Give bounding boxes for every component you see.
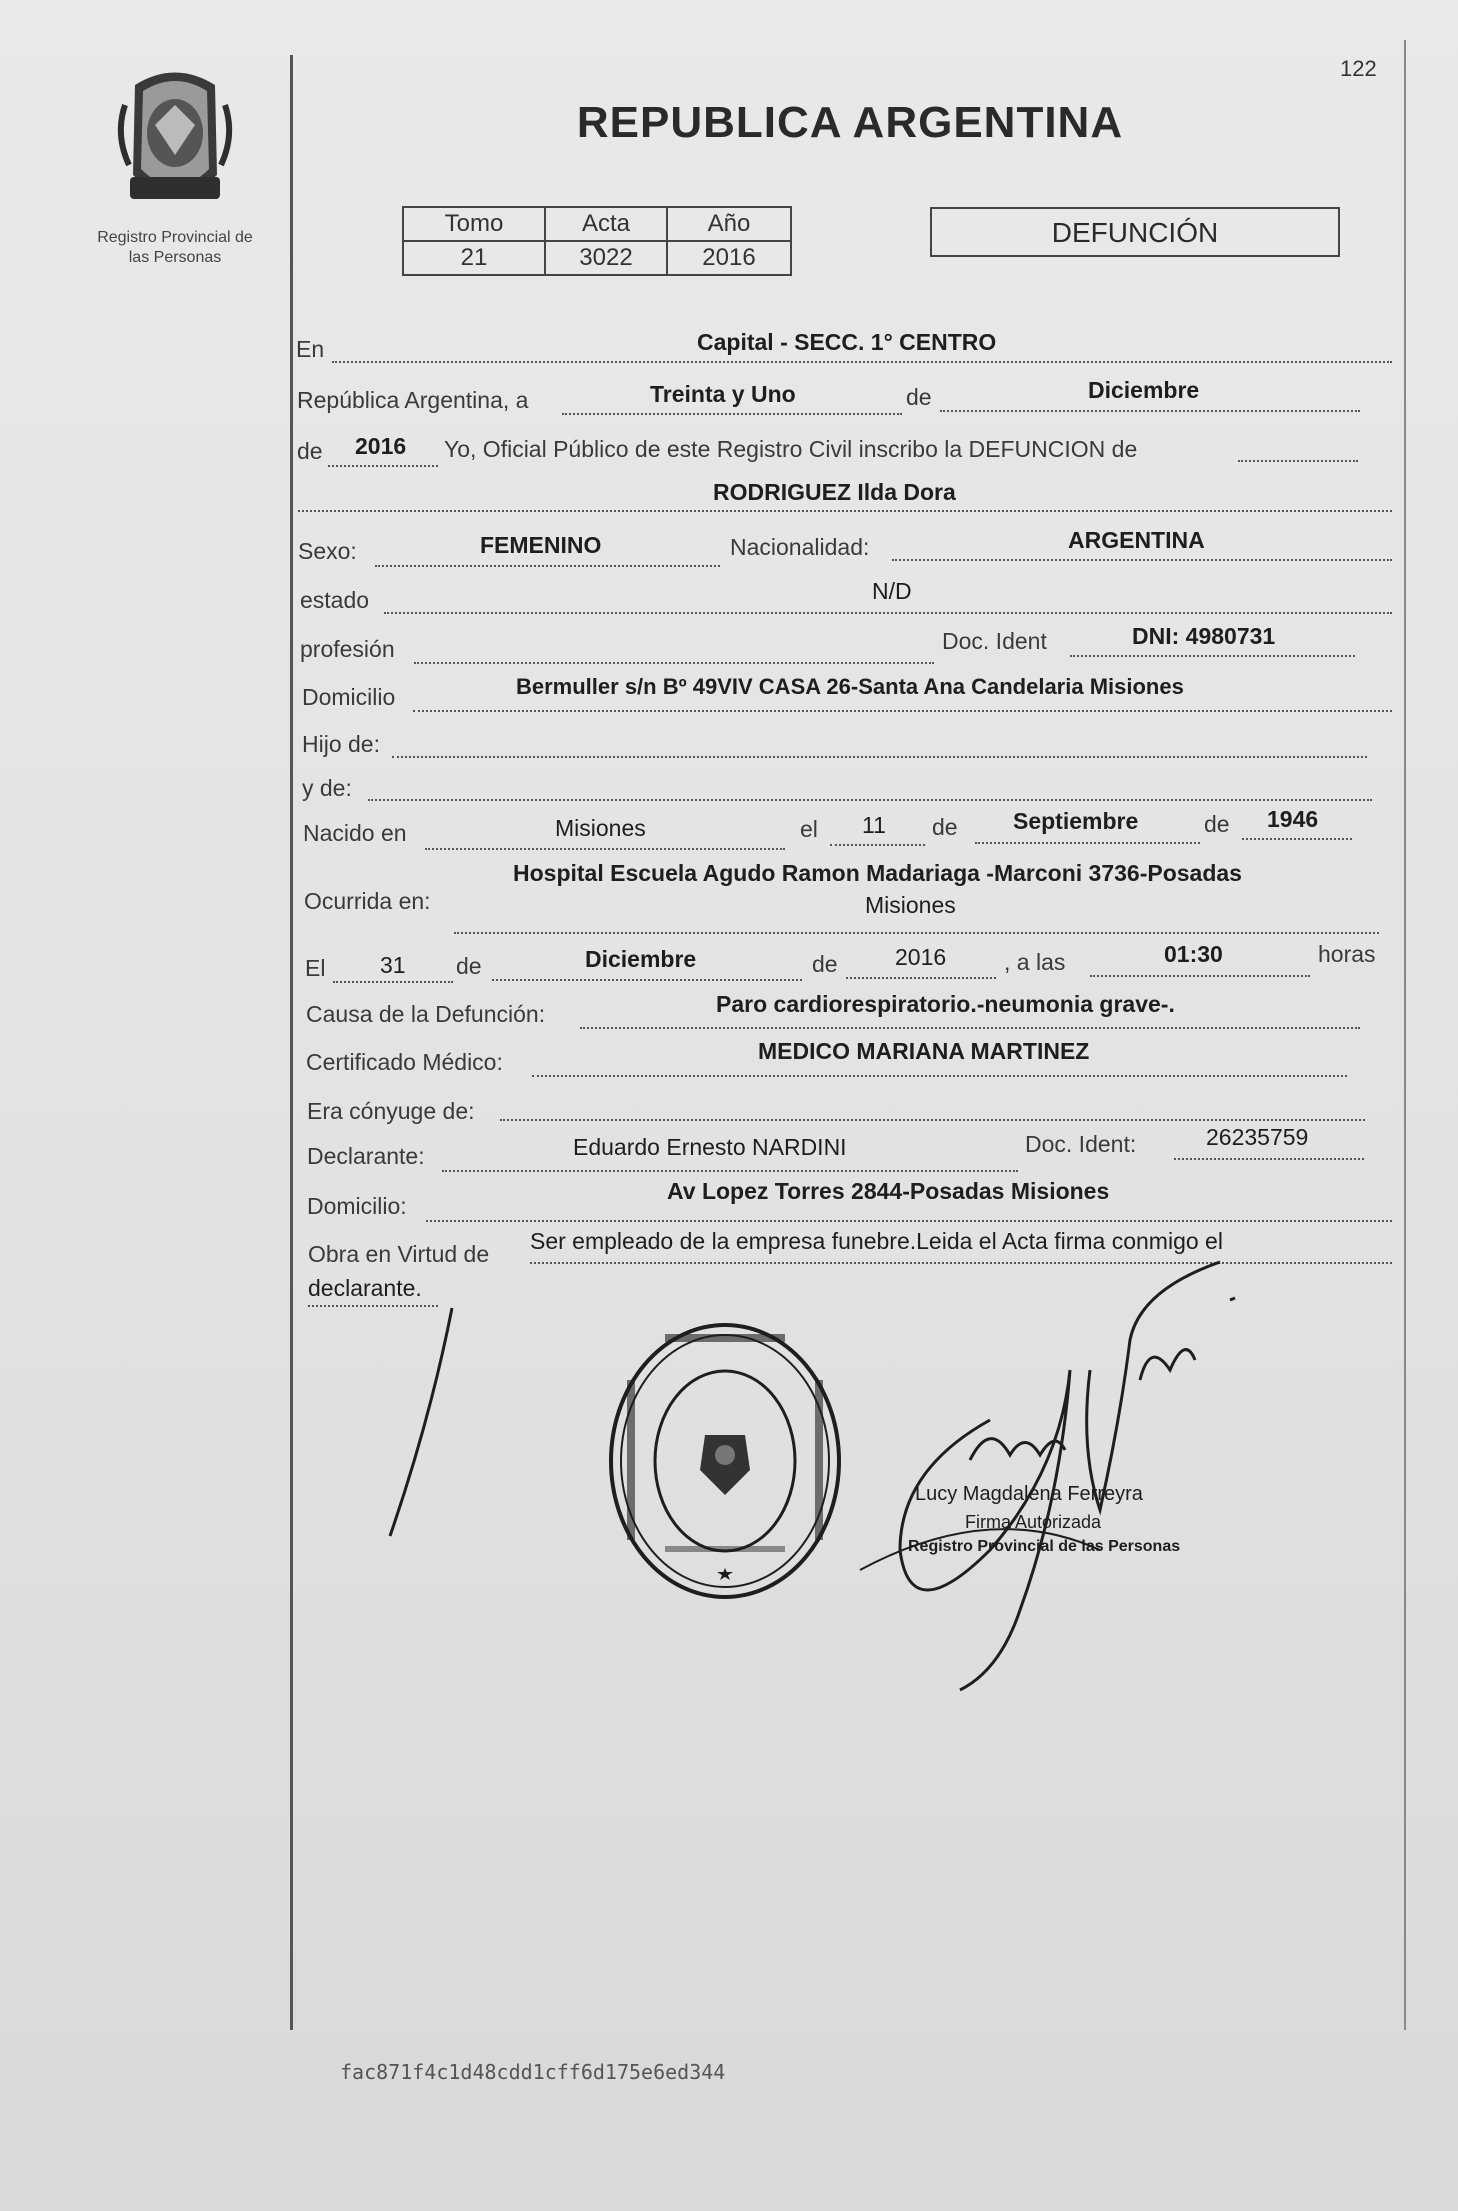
value-nombre: RODRIGUEZ Ilda Dora (713, 479, 956, 505)
dots-def-anio (846, 977, 996, 979)
value-nac-dia: 11 (862, 812, 886, 838)
value-estado: N/D (872, 578, 912, 604)
value-sexo: FEMENINO (480, 532, 602, 558)
dots-en (332, 361, 1392, 363)
label-de-fecha1: de (456, 953, 482, 979)
register-box (402, 206, 792, 276)
value-domicilio: Bermuller s/n Bº 49VIV CASA 26-Santa Ana Candelaria Misiones (516, 674, 1184, 699)
label-de-nac2: de (1204, 811, 1230, 837)
dots-conyuge (500, 1119, 1365, 1121)
crest-caption-line2: las Personas (128, 249, 222, 266)
acta-label: Acta (545, 207, 667, 241)
authorized-signature (840, 1250, 1280, 1700)
label-en: En (296, 336, 325, 362)
label-republica: República Argentina, a (297, 387, 529, 413)
label-el: el (800, 816, 818, 842)
label-domicilio-decl: Domicilio: (307, 1193, 407, 1219)
label-ocurrida-en: Ocurrida en: (304, 888, 431, 914)
value-dia-texto: Treinta y Uno (650, 381, 796, 407)
dots-hijo-de (392, 756, 1367, 758)
label-y-de: y de: (302, 775, 352, 801)
dots-declarante (442, 1170, 1018, 1172)
crest-caption (70, 228, 280, 268)
dots-profesion (414, 662, 934, 664)
value-ocurrida-line2: Misiones (865, 892, 956, 918)
label-profesion: profesión (300, 636, 395, 662)
left-margin-line (290, 55, 293, 2030)
acta-value: 3022 (545, 241, 667, 275)
dots-nacionalidad (892, 559, 1392, 561)
value-lugar: Capital - SECC. 1° CENTRO (697, 329, 997, 355)
dots-mes (940, 410, 1360, 412)
label-doc-ident-decl: Doc. Ident: (1025, 1131, 1137, 1157)
label-de2: de (297, 438, 323, 464)
label-certificado: Certificado Médico: (306, 1049, 503, 1075)
dots-def-hora (1090, 975, 1310, 977)
value-def-mes: Diciembre (585, 946, 697, 972)
signature-office: Registro Provincial de las Personas (908, 1538, 1181, 1555)
value-declarante: Eduardo Ernesto NARDINI (573, 1134, 847, 1160)
label-oficial: Yo, Oficial Público de este Registro Civil inscribo la DEFUNCION de (444, 436, 1138, 462)
label-estado: estado (300, 587, 370, 613)
dots-anio (328, 465, 438, 467)
dots-ocurrida (454, 932, 1379, 934)
label-el-fecha: El (305, 955, 326, 981)
dots-oficial (1238, 460, 1358, 462)
dots-causa (580, 1027, 1360, 1029)
value-nac-anio: 1946 (1267, 806, 1319, 832)
crest-caption-line1: Registro Provincial de (97, 229, 253, 246)
label-horas: horas (1318, 941, 1376, 967)
label-nacido-en: Nacido en (303, 820, 407, 846)
value-anio: 2016 (355, 433, 407, 459)
official-seal-stamp (605, 1320, 845, 1602)
anio-value: 2016 (667, 241, 791, 275)
label-conyuge: Era cónyuge de: (307, 1098, 475, 1124)
dots-def-mes (492, 979, 802, 981)
value-declarante-doc: 26235759 (1206, 1124, 1309, 1150)
label-de-nac1: de (932, 814, 958, 840)
value-obra-line2: declarante. (308, 1275, 422, 1301)
signature-name: Lucy Magdalena Ferreyra (915, 1483, 1143, 1505)
label-obra: Obra en Virtud de (308, 1241, 490, 1267)
tomo-value: 21 (403, 241, 545, 275)
dots-certificado (532, 1075, 1347, 1077)
document-type-box: DEFUNCIÓN (930, 207, 1340, 257)
right-margin-line (1404, 40, 1406, 2030)
dots-nac-anio (1242, 838, 1352, 840)
label-de-fecha2: de (812, 951, 838, 977)
value-nac-mes: Septiembre (1013, 808, 1139, 834)
value-dni: DNI: 4980731 (1132, 623, 1276, 649)
label-causa: Causa de la Defunción: (306, 1001, 546, 1027)
dots-def-dia (333, 981, 453, 983)
label-a-las: , a las (1004, 949, 1066, 975)
dots-domicilio-decl (426, 1220, 1392, 1222)
value-def-hora: 01:30 (1164, 941, 1223, 967)
dots-nac-mes (975, 842, 1200, 844)
cancel-slash-mark (380, 1300, 460, 1540)
provincial-crest-logo (105, 65, 245, 215)
dots-nombre (298, 510, 1392, 512)
label-de: de (906, 384, 932, 410)
value-def-anio: 2016 (895, 944, 947, 970)
dots-dia (562, 413, 902, 415)
page-title: REPUBLICA ARGENTINA (576, 98, 1124, 147)
dots-y-de (368, 799, 1372, 801)
value-certificado: MEDICO MARIANA MARTINEZ (758, 1038, 1090, 1064)
label-sexo: Sexo: (298, 538, 357, 564)
dots-declarante-doc (1174, 1158, 1364, 1160)
label-domicilio: Domicilio (302, 684, 396, 710)
dots-domicilio (413, 710, 1392, 712)
value-causa: Paro cardiorespiratorio.-neumonia grave-. (716, 991, 1175, 1017)
value-nacionalidad: ARGENTINA (1068, 527, 1205, 553)
label-doc-ident: Doc. Ident (942, 628, 1047, 654)
value-nacido-en: Misiones (555, 815, 646, 841)
page-number: 122 (1340, 56, 1377, 81)
value-obra-line1: Ser empleado de la empresa funebre.Leida el Acta firma conmigo el (530, 1228, 1223, 1254)
value-mes: Diciembre (1088, 377, 1200, 403)
value-ocurrida-line1: Hospital Escuela Agudo Ramon Madariaga -Marconi 3736-Posadas (513, 860, 1242, 886)
tomo-label: Tomo (403, 207, 545, 241)
label-hijo-de: Hijo de: (302, 731, 380, 757)
label-nacionalidad: Nacionalidad: (730, 534, 870, 560)
dots-estado (384, 612, 1392, 614)
value-declarante-domicilio: Av Lopez Torres 2844-Posadas Misiones (667, 1178, 1110, 1204)
label-declarante: Declarante: (307, 1143, 425, 1169)
dots-sexo (375, 565, 720, 567)
dots-nacido-en (425, 848, 785, 850)
value-def-dia: 31 (380, 952, 406, 978)
anio-label: Año (667, 207, 791, 241)
document-hash: fac871f4c1d48cdd1cff6d175e6ed344 (340, 2060, 726, 2084)
dots-doc (1070, 655, 1355, 657)
signature-role: Firma Autorizada (965, 1512, 1102, 1532)
dots-nac-dia (830, 844, 925, 846)
